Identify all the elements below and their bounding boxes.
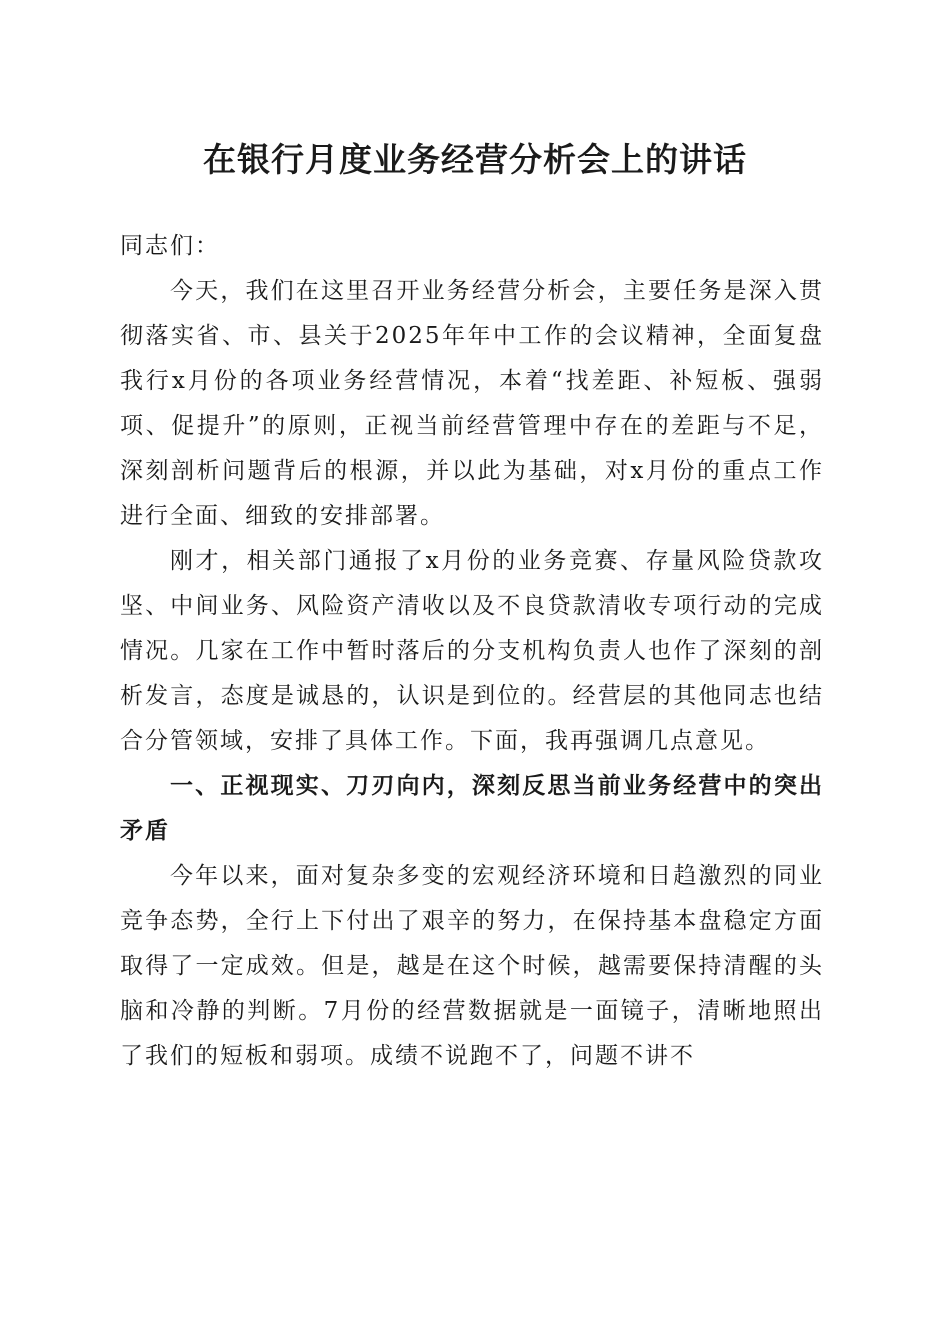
paragraph-review: 刚才，相关部门通报了x月份的业务竞赛、存量风险贷款攻坚、中间业务、风险资产清收以及不良贷款清收专项行动的完成情况。几家在工作中暂时落后的分支机构负责人也作了深刻的剖析发言，态度是诚恳的，认识是到位的。经营层的其他同志也结合分管领域，安排了具体工作。下面，我再强调几点意见。 (120, 548, 824, 754)
speech-body (120, 224, 824, 1079)
section-heading: 一、正视现实、刀刃向内，深刻反思当前业务经营中的突出矛盾 (120, 773, 824, 844)
paragraph-intro: 今天，我们在这里召开业务经营分析会，主要任务是深入贯彻落实省、市、县关于2025年年中工作的会议精神，全面复盘我行x月份的各项业务经营情况，本着“找差距、补短板、强弱项、促提升”的原则，正视当前经营管理中存在的差距与不足，深刻剖析问题背后的根源，并以此为基础，对x月份的重点工作进行全面、细致的安排部署。 (120, 278, 824, 529)
paragraph-section-one: 今年以来，面对复杂多变的宏观经济环境和日趋激烈的同业竞争态势，全行上下付出了艰辛的努力，在保持基本盘稳定方面取得了一定成效。但是，越是在这个时候，越需要保持清醒的头脑和冷静的判断。7月份的经营数据就是一面镜子，清晰地照出了我们的短板和弱项。成绩不说跑不了，问题不讲不 (120, 863, 824, 1069)
salutation: 同志们： (120, 233, 220, 259)
page-title: 在银行月度业务经营分析会上的讲话 (203, 140, 747, 179)
